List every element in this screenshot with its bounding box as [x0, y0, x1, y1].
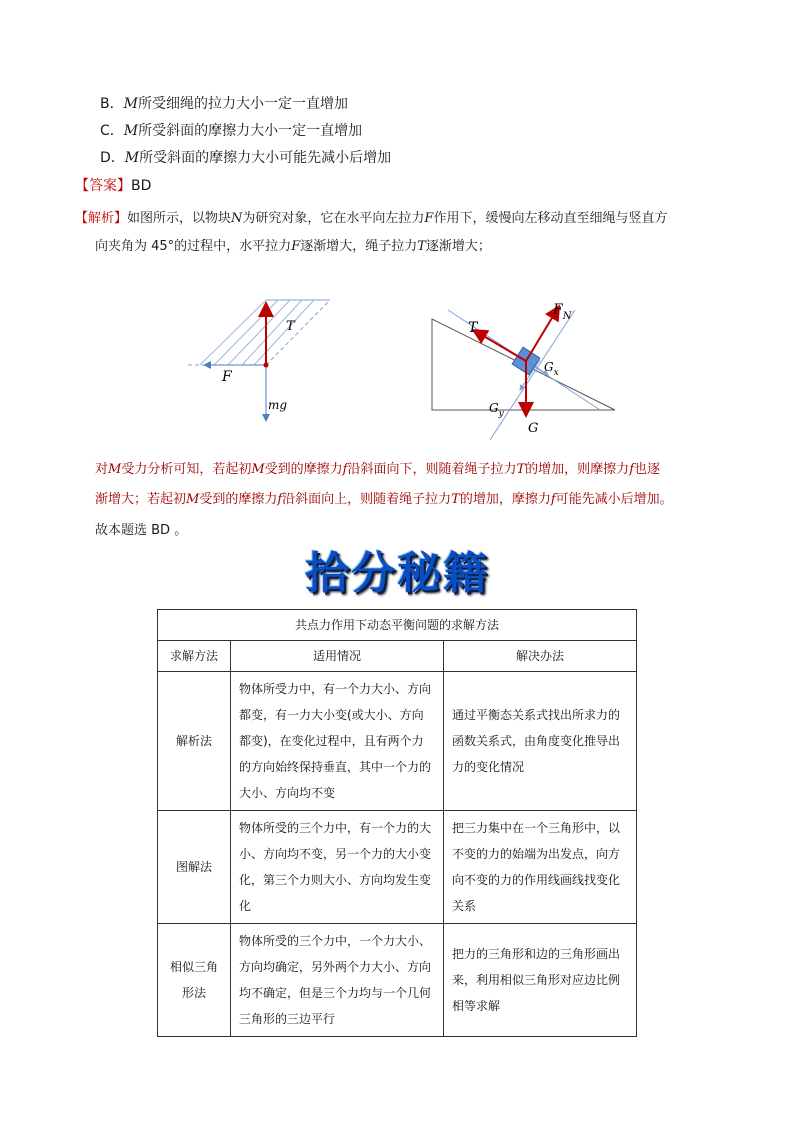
label-Gy: $G_y$ — [489, 401, 504, 419]
banner-logo: 拾分秘籍 — [287, 546, 507, 602]
force-diagrams — [0, 280, 794, 440]
analysis-paragraph-2: 对M受力分析可知，若起初M受到的摩擦力f沿斜面向下，则随着绳子拉力T的增加，则摩擦力f也逐 渐增大；若起初M受到的摩擦力f沿斜面向上，则随着绳子拉力T的增加，摩擦力f可能先减小后增加。 — [95, 462, 673, 507]
option-c: C．M所受斜面的摩擦力大小一定一直增加 — [100, 123, 363, 139]
answer-label: 【答案】 — [75, 178, 131, 194]
label-F: F — [222, 369, 232, 385]
table-header-method: 求解方法 — [158, 641, 231, 672]
option-d: D．M所受斜面的摩擦力大小可能先减小后增加 — [100, 150, 392, 166]
right-incline-diagram — [432, 302, 615, 440]
answer-line — [75, 175, 151, 195]
conclusion: 故本题选 BD 。 — [95, 523, 188, 538]
table-row: 解析法 物体所受力中，有一个力大小、方向都变，有一力大小变(或大小、方向都变)，在变化过程中，且有两个力的方向始终保持垂直，其中一个力的大小、方向均不变 通过平衡态关系式找出所求力的函数关系式，由角度变化推导出力的变化情况 — [158, 672, 637, 811]
left-force-diagram — [188, 300, 330, 420]
answer-value: BD — [131, 178, 152, 194]
analysis-label: 【解析】 — [75, 211, 128, 226]
option-b: B．M所受细绳的拉力大小一定一直增加 — [100, 96, 348, 112]
table-row: 图解法 物体所受的三个力中，有一个力的大小、方向均不变，另一个力的大小变化，第三个力则大小、方向均发生变化 把三力集中在一个三角形中，以不变的力的始端为出发点，向方向不变的力的作用线画线找变化关系 — [158, 811, 637, 924]
table-header-solution: 解决办法 — [444, 641, 637, 672]
analysis-paragraph-1: 【解析】如图所示，以物块N为研究对象，它在水平向左拉力F作用下，缓慢向左移动直至细绳与竖直方 向夹角为 45°的过程中，水平拉力F逐渐增大，绳子拉力T逐渐增大； — [75, 211, 668, 254]
label-FN: $F_N$ — [553, 302, 572, 322]
label-T: T — [286, 319, 295, 334]
table-row: 相似三角形法 物体所受的三个力中，一个力大小、方向均确定，另外两个力大小、方向均不确定，但是三个力均与一个几何三角形的三边平行 把力的三角形和边的三角形画出来，利用相似三角形对应边比例相等求解 — [158, 924, 637, 1037]
rope-tension-arrow — [475, 331, 526, 361]
label-G: G — [528, 421, 539, 436]
label-mg: mg — [268, 398, 288, 412]
label-Gx: $G_x$ — [544, 360, 559, 378]
methods-table — [157, 609, 637, 1037]
label-T-right: T — [468, 320, 478, 336]
table-title: 共点力作用下动态平衡问题的求解方法 — [158, 610, 637, 641]
table-header-case: 适用情况 — [231, 641, 444, 672]
